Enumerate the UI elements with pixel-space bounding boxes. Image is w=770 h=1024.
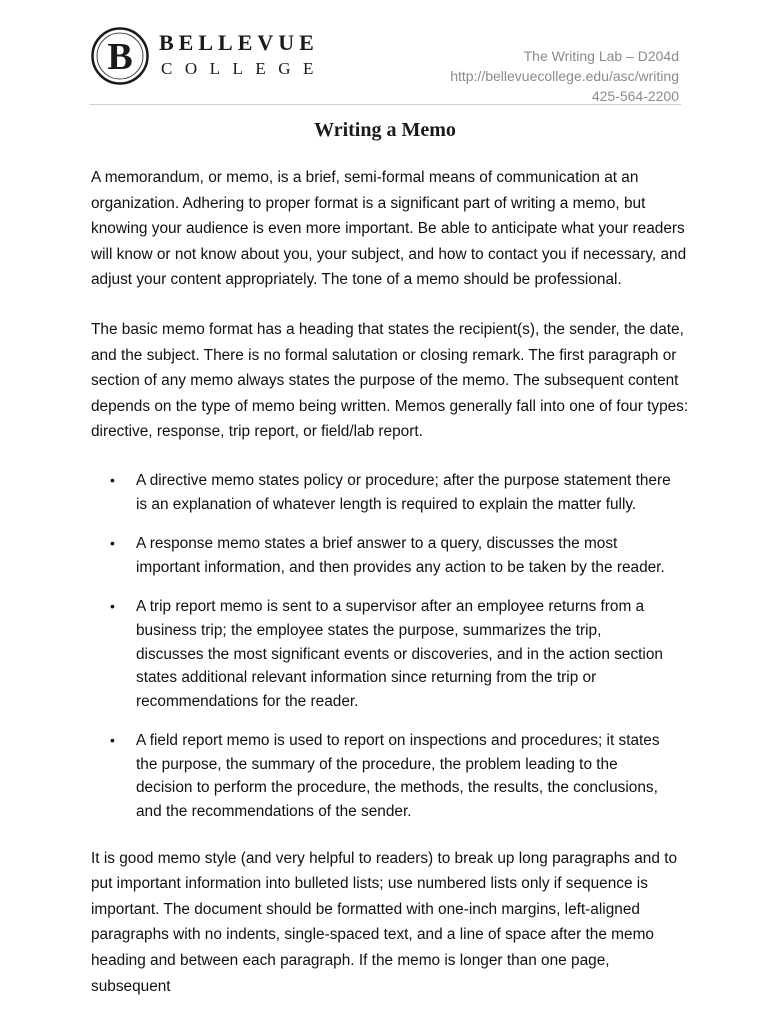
phone-number: 425-564-2200 bbox=[591, 88, 679, 104]
format-paragraph: The basic memo format has a heading that states the recipient(s), the sender, the date, and the subject. There is no formal salutation or closing remark. The first paragraph or section of any memo always states the purpose of the memo. The subsequent content depends on the type of memo being written. Memos generally fall into one of four types: directive, response, trip report, or field/lab report. bbox=[91, 320, 689, 441]
bullet-icon: • bbox=[110, 598, 115, 615]
college-emblem-icon bbox=[91, 27, 149, 85]
list-item-text: A response memo states a brief answer to a query, discusses the most important information, and then provides any action to be taken by the reader. bbox=[136, 535, 665, 576]
logo-wordmark-top: BELLEVUE bbox=[159, 30, 319, 55]
memo-types-list bbox=[91, 469, 691, 824]
office-location: The Writing Lab – D204d bbox=[523, 48, 679, 64]
page-title: Writing a Memo bbox=[314, 119, 456, 141]
intro-paragraph: A memorandum, or memo, is a brief, semi-formal means of communication at an organization. Adhering to proper format is a significant part of writing a memo, but knowing your audience is even more important. Be able to anticipate what your readers will know or not know about you, your subject, and how to contact you if necessary, and adjust your content appropriately. The tone of a memo should be professional. bbox=[91, 169, 687, 289]
contact-block bbox=[450, 46, 679, 106]
list-item bbox=[91, 595, 691, 713]
document-body bbox=[91, 165, 691, 1023]
header-divider bbox=[89, 104, 681, 105]
list-item-text: A directive memo states policy or procedure; after the purpose statement there is an explanation of whatever length is required to explain the matter fully. bbox=[136, 471, 671, 513]
list-item bbox=[91, 469, 691, 516]
website-link[interactable]: http://bellevuecollege.edu/asc/writing bbox=[450, 68, 679, 84]
bellevue-college-logo bbox=[91, 27, 331, 89]
bullet-icon: • bbox=[110, 732, 115, 749]
bullet-icon: • bbox=[110, 535, 115, 552]
list-item bbox=[91, 729, 691, 823]
closing-paragraph: It is good memo style (and very helpful to readers) to break up long paragraphs and to put important information into bulleted lists; use numbered lists only if sequence is important. The document should be formatted with one-inch margins, left-aligned paragraphs with no indents, single-spaced text, and a line of space after the memo heading and between each paragraph. If the memo is longer than one page, subsequent bbox=[91, 849, 678, 995]
bullet-icon: • bbox=[110, 471, 115, 488]
logo-wordmark-bottom: COLLEGE bbox=[161, 59, 326, 78]
list-item-text: A trip report memo is sent to a supervisor after an employee returns from a business trip; the employee states the purpose, summarizes the trip, discusses the most significant events or discoveries, and in the action section states additional relevant information since returning from the trip or recommendations for the reader. bbox=[136, 598, 663, 710]
list-item-text: A field report memo is used to report on inspections and procedures; it states the purpose, the summary of the procedure, the problem leading to the decision to perform the procedure, the methods, the results, the conclusions, and the recommendations of the sender. bbox=[136, 732, 660, 821]
emblem-letter: B bbox=[107, 36, 133, 78]
list-item bbox=[91, 532, 691, 579]
